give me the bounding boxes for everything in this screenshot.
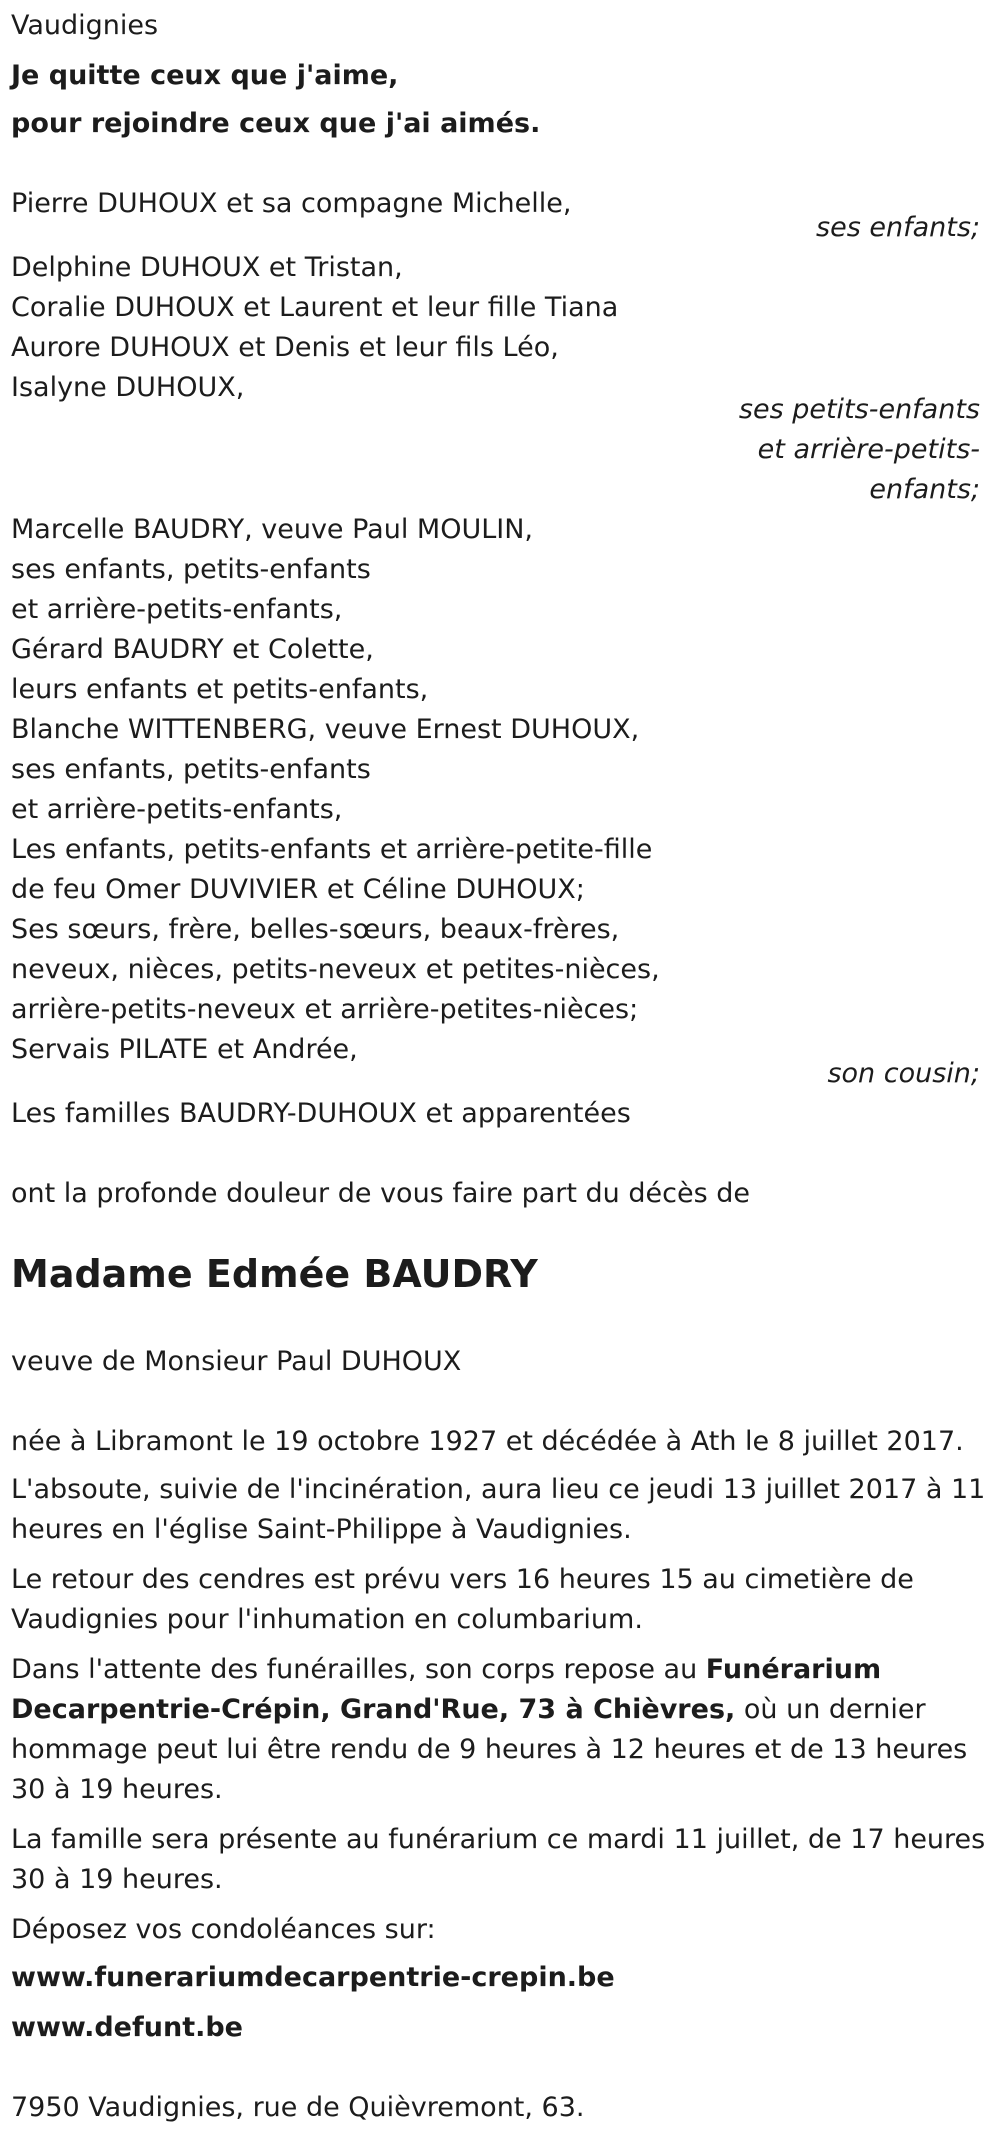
list-item: de feu Omer DUVIVIER et Céline DUHOUX; [11, 874, 585, 905]
website-link-defunt[interactable]: www.defunt.be [11, 2012, 243, 2043]
list-item: et arrière-petits-enfants, [11, 794, 343, 825]
list-item: Isalyne DUHOUX, [11, 372, 245, 403]
list-item: Delphine DUHOUX et Tristan, [11, 252, 403, 283]
birth-death-line: née à Libramont le 19 octobre 1927 et décédée à Ath le 8 juillet 2017. [11, 1426, 964, 1457]
children-line: Pierre DUHOUX et sa compagne Michelle, [11, 188, 572, 219]
repose-paragraph [11, 1650, 1000, 1810]
list-item: Marcelle BAUDRY, veuve Paul MOULIN, [11, 514, 534, 545]
list-item: et arrière-petits-enfants, [11, 594, 343, 625]
list-item: Ses sœurs, frère, belles-sœurs, beaux-frères, [11, 914, 620, 945]
ashes-paragraph: Le retour des cendres est prévu vers 16 heures 15 au cimetière de Vaudignies pour l'inhumation en columbarium. [11, 1564, 914, 1635]
list-item: Aurore DUHOUX et Denis et leur fils Léo, [11, 332, 559, 363]
grandchildren-list [11, 248, 618, 408]
quote-line-1: Je quitte ceux que j'aime, [11, 60, 399, 91]
relatives-list [11, 510, 660, 1070]
repose-outro: où un dernier hommage peut lui être rendu de 9 heures à 12 heures et de 13 heures 30 à 19 heures. [11, 1694, 968, 1805]
spouse-line: veuve de Monsieur Paul DUHOUX [11, 1346, 462, 1377]
families-line: Les familles BAUDRY-DUHOUX et apparentées [11, 1098, 631, 1129]
list-item: ses enfants, petits-enfants [11, 754, 371, 785]
list-item: leurs enfants et petits-enfants, [11, 674, 429, 705]
deceased-name: Madame Edmée BAUDRY [11, 1252, 538, 1296]
family-presence-paragraph: La famille sera présente au funérarium ce mardi 11 juillet, de 17 heures 30 à 19 heures. [11, 1824, 986, 1895]
list-item: Blanche WITTENBERG, veuve Ernest DUHOUX, [11, 714, 640, 745]
list-item: Gérard BAUDRY et Colette, [11, 634, 374, 665]
funerarium-address: Funérarium Decarpentrie-Crépin, Grand'Rue, 73 à Chièvres, [11, 1654, 882, 1725]
absoute-paragraph: L'absoute, suivie de l'incinération, aura lieu ce jeudi 13 juillet 2017 à 11 heures en l'église Saint-Philippe à Vaudignies. [11, 1474, 986, 1545]
qualifier-line: ses petits-enfants [738, 394, 980, 425]
town-header: Vaudignies [11, 10, 159, 41]
children-qualifier: ses enfants; [816, 212, 980, 243]
list-item: Servais PILATE et Andrée, [11, 1034, 358, 1065]
list-item: arrière-petits-neveux et arrière-petites-nièces; [11, 994, 639, 1025]
grandchildren-qualifier [0, 390, 990, 510]
repose-intro: Dans l'attente des funérailles, son corps repose au [11, 1654, 706, 1685]
condolences-label: Déposez vos condoléances sur: [11, 1914, 436, 1945]
website-link-funerarium[interactable]: www.funerariumdecarpentrie-crepin.be [11, 1962, 615, 1993]
address-line: 7950 Vaudignies, rue de Quièvremont, 63. [11, 2092, 585, 2123]
qualifier-line: enfants; [869, 474, 980, 505]
quote-line-2: pour rejoindre ceux que j'ai aimés. [11, 108, 541, 139]
list-item: Coralie DUHOUX et Laurent et leur fille Tiana [11, 292, 619, 323]
qualifier-line: et arrière-petits- [757, 434, 980, 465]
list-item: Les enfants, petits-enfants et arrière-petite-fille [11, 834, 653, 865]
list-item: ses enfants, petits-enfants [11, 554, 371, 585]
list-item: neveux, nièces, petits-neveux et petites-nièces, [11, 954, 660, 985]
announcement-line: ont la profonde douleur de vous faire part du décès de [11, 1178, 750, 1209]
cousin-qualifier: son cousin; [827, 1058, 980, 1089]
